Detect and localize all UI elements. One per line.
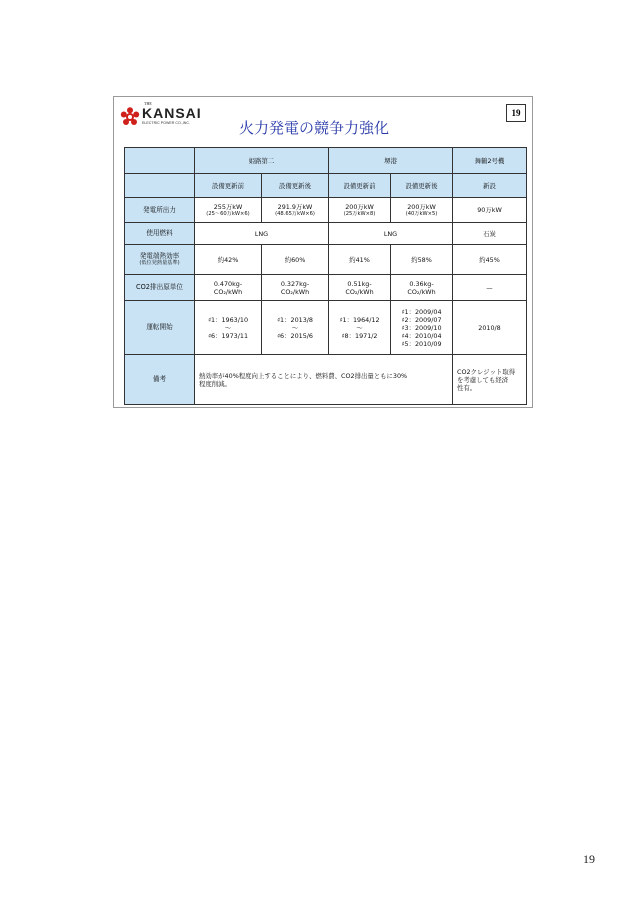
logo-name: KANSAI bbox=[142, 105, 202, 121]
subheader-himeji-before: 設備更新前 bbox=[195, 174, 262, 198]
remarks-row bbox=[125, 355, 527, 405]
row-label-operation: 運転開始 bbox=[125, 301, 195, 355]
co2-unit: CO₂/kWh bbox=[345, 287, 374, 296]
remarks-maizuru bbox=[453, 355, 527, 405]
fuel-maizuru: 石炭 bbox=[453, 223, 527, 245]
subheader-sakai-before: 設備更新前 bbox=[329, 174, 391, 198]
efficiency-row bbox=[125, 245, 527, 275]
output-value: 291.9万kW bbox=[277, 202, 313, 211]
operation-line: ♯3：2009/10 bbox=[401, 323, 442, 332]
efficiency-label-note: (低位発熱量基準) bbox=[139, 260, 180, 267]
output-value: 200万kW bbox=[345, 202, 374, 211]
operation-cell bbox=[195, 301, 262, 355]
operation-line: ♯1：2009/04 bbox=[401, 307, 442, 316]
efficiency-label: 発電端熱効率 bbox=[139, 252, 180, 261]
slide bbox=[113, 96, 533, 408]
operation-line: 〜 bbox=[224, 323, 232, 332]
co2-cell bbox=[391, 275, 453, 301]
output-value: 90万kW bbox=[453, 198, 527, 223]
output-value: 200万kW bbox=[407, 202, 436, 211]
row-label-remarks: 備考 bbox=[125, 355, 195, 405]
efficiency-value: 約58% bbox=[391, 245, 453, 275]
co2-row bbox=[125, 275, 527, 301]
co2-unit: CO₂/kWh bbox=[280, 287, 310, 296]
operation-line: ♯1：2013/8 bbox=[276, 315, 314, 324]
operation-line: ♯2：2009/07 bbox=[401, 315, 442, 324]
operation-cell bbox=[391, 301, 453, 355]
output-detail: (25〜60万kW×6) bbox=[206, 210, 250, 217]
output-cell bbox=[391, 198, 453, 223]
row-label-co2: CO2排出原単位 bbox=[125, 275, 195, 301]
co2-value: 0.327kg- bbox=[280, 279, 310, 288]
output-detail: (48.65万kW×6) bbox=[275, 210, 315, 217]
co2-cell bbox=[195, 275, 262, 301]
operation-row bbox=[125, 301, 527, 355]
operation-line: ♯6：2015/6 bbox=[276, 331, 314, 340]
subheader-himeji-after: 設備更新後 bbox=[262, 174, 329, 198]
page-number: 19 bbox=[583, 852, 595, 866]
row-label-fuel: 使用燃料 bbox=[125, 223, 195, 245]
remarks-line: 熱効率が40%程度向上することにより、燃料費、CO2排出量ともに30% bbox=[199, 371, 408, 380]
corner-cell bbox=[125, 148, 195, 174]
efficiency-value: 約45% bbox=[453, 245, 527, 275]
logo-the-text: THE bbox=[144, 101, 152, 106]
plant-himeji: 姫路第二 bbox=[195, 148, 329, 174]
operation-cell bbox=[262, 301, 329, 355]
operation-line: ♯1：1964/12 bbox=[339, 315, 380, 324]
output-value: 255万kW bbox=[213, 202, 243, 211]
plant-header-row bbox=[125, 148, 527, 174]
operation-cell bbox=[329, 301, 391, 355]
co2-cell bbox=[329, 275, 391, 301]
efficiency-value: 約42% bbox=[195, 245, 262, 275]
output-detail: (25万kW×8) bbox=[343, 210, 376, 217]
row-label-efficiency bbox=[125, 245, 195, 275]
efficiency-value: 約60% bbox=[262, 245, 329, 275]
subheader-row bbox=[125, 174, 527, 198]
remarks-maizuru-line: CO2クレジット取得 bbox=[457, 367, 516, 376]
plant-sakai: 堺港 bbox=[329, 148, 453, 174]
output-row bbox=[125, 198, 527, 223]
co2-cell bbox=[262, 275, 329, 301]
slide-number-box: 19 bbox=[506, 104, 526, 122]
remarks-maizuru-line: を考慮しても経済 bbox=[457, 375, 509, 384]
remarks-line: 程度削減。 bbox=[199, 379, 231, 388]
operation-line: ♯6：1973/11 bbox=[207, 331, 249, 340]
co2-value: 0.51kg- bbox=[347, 279, 372, 288]
row-label-output: 発電所出力 bbox=[125, 198, 195, 223]
output-cell bbox=[262, 198, 329, 223]
operation-value: 2010/8 bbox=[453, 301, 527, 355]
operation-line: ♯1：1963/10 bbox=[207, 315, 249, 324]
plant-maizuru: 舞鶴2号機 bbox=[453, 148, 527, 174]
logo-subtitle: ELECTRIC POWER CO.,INC. bbox=[142, 121, 190, 125]
co2-value: 0.470kg- bbox=[213, 279, 243, 288]
fuel-sakai: LNG bbox=[329, 223, 453, 245]
operation-line: ♯5：2010/09 bbox=[401, 339, 442, 348]
co2-unit: CO₂/kWh bbox=[213, 287, 243, 296]
kansai-logo bbox=[118, 101, 228, 127]
co2-value: 0.36kg- bbox=[409, 279, 434, 288]
subheader-sakai-after: 設備更新後 bbox=[391, 174, 453, 198]
fuel-row bbox=[125, 223, 527, 245]
co2-unit: CO₂/kWh bbox=[407, 287, 436, 296]
output-detail: (40万kW×5) bbox=[405, 210, 438, 217]
co2-value: — bbox=[453, 275, 527, 301]
operation-line: 〜 bbox=[291, 323, 299, 332]
fuel-himeji: LNG bbox=[195, 223, 329, 245]
operation-line: ♯4：2010/04 bbox=[401, 331, 442, 340]
kansai-logo-icon bbox=[120, 107, 140, 127]
operation-line: 〜 bbox=[356, 323, 363, 332]
efficiency-value: 約41% bbox=[329, 245, 391, 275]
subheader-maizuru-new: 新設 bbox=[453, 174, 527, 198]
remarks-maizuru-line: 性有。 bbox=[457, 383, 477, 392]
slide-title: 火力発電の競争力強化 bbox=[239, 119, 390, 137]
output-cell bbox=[195, 198, 262, 223]
operation-line: ♯8：1971/2 bbox=[341, 331, 378, 340]
comparison-table bbox=[124, 147, 527, 405]
output-cell bbox=[329, 198, 391, 223]
corner-cell-2 bbox=[125, 174, 195, 198]
remarks-note bbox=[195, 355, 453, 405]
